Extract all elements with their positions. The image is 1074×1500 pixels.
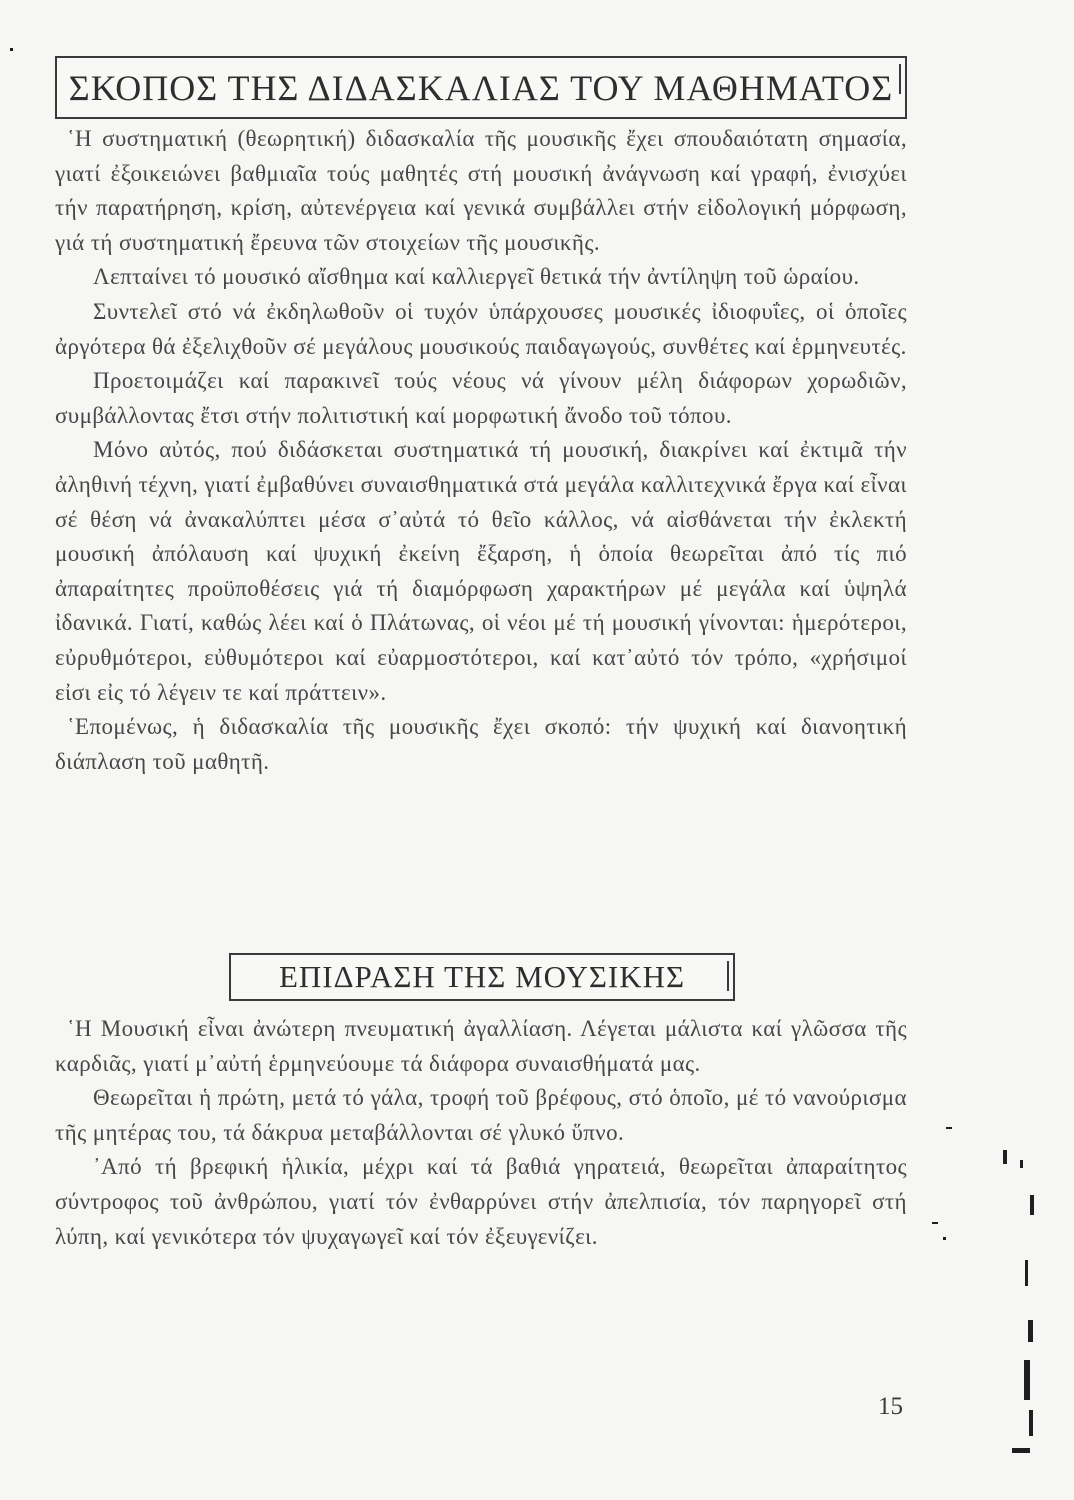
- section-heading-influence-text: ΕΠΙΔΡΑΣΗ ΤΗΣ ΜΟΥΣΙΚΗΣ: [278, 959, 686, 994]
- paragraph: Μόνο αὐτός, πού διδάσκεται συστηματικά τή μουσική, διακρίνει καί ἐκτιμᾶ τήν ἀληθινή τέχνη, γιατί ἐμβαθύνει συναισθηματικά στά μεγάλα καλλιτεχνικά ἔργα καί εἶναι σέ θέση νά ἀνακαλύπτει μέσα σ᾽αὐτά τό θεῖο κάλλος, νά αἰσθάνεται τήν ἐκλεκτή μουσική ἀπόλαυση καί ψυχική ἐκείνη ἔξαρση, ἡ ὁποία θεωρεῖται ἀπό τίς πιό ἀπαραίτητες προϋποθέσεις γιά τή διαμόρφωση χαρακτήρων μέ μεγάλα καί ὑψηλά ἰδανικά. Γιατί, καθώς λέει καί ὁ Πλάτωνας, οἱ νέοι μέ τή μουσική γίνονται: ἡμερότεροι, εὐρυθμότεροι, εὐθυμότεροι καί εὐαρμοστότεροι, καί κατ᾽αὐτό τόν τρόπο, «χρήσιμοί εἰσι εἰς τό λέγειν τε καί πράττειν».: [55, 437, 907, 705]
- section-heading-purpose: [55, 56, 907, 119]
- paragraph: Θεωρεῖται ἡ πρώτη, μετά τό γάλα, τροφή τοῦ βρέφους, στό ὁποῖο, μέ τό νανούρισμα τῆς μητέρας του, τά δάκρυα μεταβάλλονται σέ γλυκό ὕπνο.: [55, 1085, 907, 1145]
- paragraph: ῾Επομένως, ἡ διδασκαλία τῆς μουσικῆς ἔχει σκοπό: τήν ψυχική καί διανοητική διάπλαση τοῦ μαθητῆ.: [55, 714, 907, 774]
- paragraph: Προετοιμάζει καί παρακινεῖ τούς νέους νά γίνουν μέλη διάφορων χορωδιῶν, συμβάλλοντας ἔτσι στήν πολιτιστική καί μορφωτική ἄνοδο τοῦ τόπου.: [55, 368, 907, 428]
- section-body-influence: [55, 1012, 907, 1254]
- page-number: 15: [878, 1393, 903, 1420]
- paragraph: ῾Η Μουσική εἶναι ἀνώτερη πνευματική ἀγαλλίαση. Λέγεται μάλιστα καί γλῶσσα τῆς καρδιᾶς, γιατί μ᾽αὐτή ἑρμηνεύουμε τά διάφορα συναισθήματά μας.: [55, 1016, 907, 1076]
- section-body-purpose: [55, 122, 907, 779]
- section-heading-influence: [229, 953, 735, 1001]
- paragraph: ῾Η συστηματική (θεωρητική) διδασκαλία τῆς μουσικῆς ἔχει σπουδαιότατη σημασία, γιατί ἐξοικειώνει βαθμιαῖα τούς μαθητές στή μουσική ἀνάγνωση καί γραφή, ἐνισχύει τήν παρατήρηση, κρίση, αὐτενέργεια καί γενικά συμβάλλει στήν εἰδολογική μόρφωση, γιά τή συστηματική ἔρευνα τῶν στοιχείων τῆς μουσικῆς.: [55, 126, 907, 255]
- paragraph: Συντελεῖ στό νά ἐκδηλωθοῦν οἱ τυχόν ὑπάρχουσες μουσικές ἰδιοφυΐες, οἱ ὁποῖες ἀργότερα θά ἐξελιχθοῦν σέ μεγάλους μουσικούς παιδαγωγούς, συνθέτες καί ἑρμηνευτές.: [55, 298, 907, 359]
- paragraph: Λεπταίνει τό μουσικό αἴσθημα καί καλλιεργεῖ θετικά τήν ἀντίληψη τοῦ ὡραίου.: [93, 264, 860, 290]
- paragraph: ᾽Από τή βρεφική ἡλικία, μέχρι καί τά βαθιά γηρατειά, θεωρεῖται ἀπαραίτητος σύντροφος τοῦ ἀνθρώπου, γιατί τόν ἐνθαρρύνει στήν ἀπελπισία, τόν παρηγορεῖ στή λύπη, καί γενικότερα τόν ψυχαγωγεῖ καί τόν ἐξευγενίζει.: [55, 1154, 907, 1249]
- section-heading-purpose-text: ΣΚΟΠΟΣ ΤΗΣ ΔΙΔΑΣΚΑΛΙΑΣ ΤΟΥ ΜΑΘΗΜΑΤΟΣ: [68, 67, 894, 108]
